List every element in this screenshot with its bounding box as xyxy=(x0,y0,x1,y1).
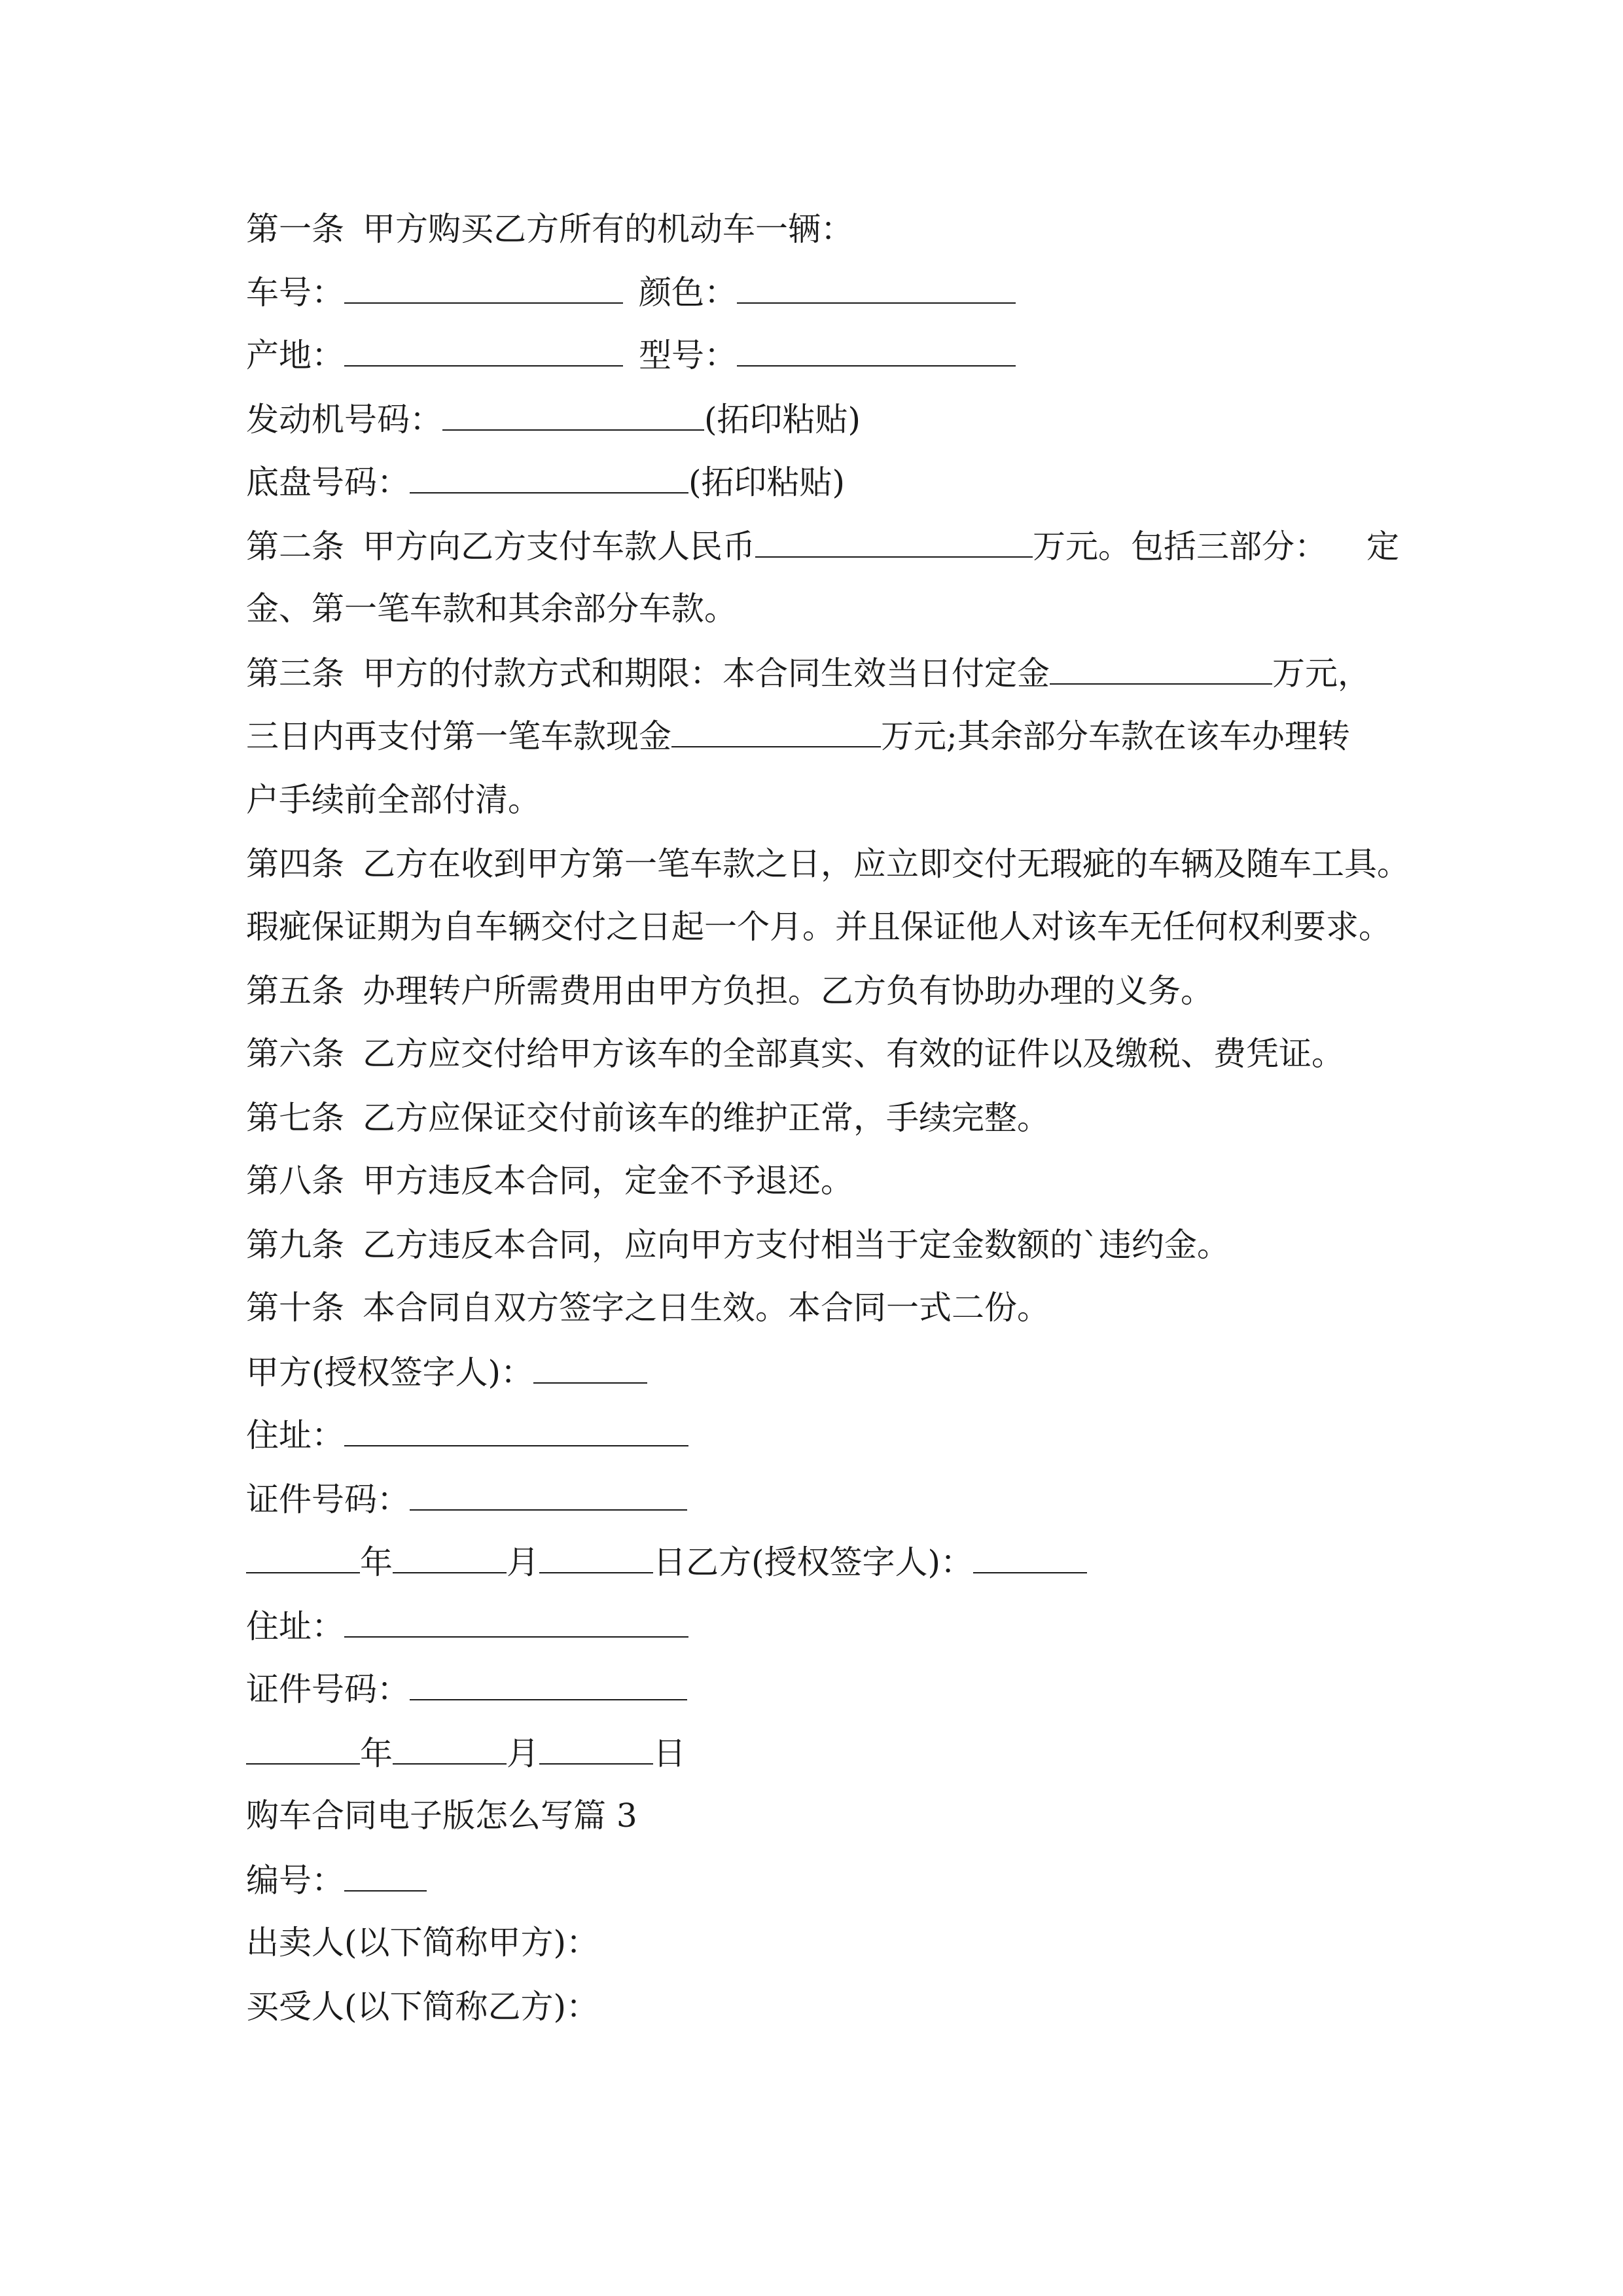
article-10-line xyxy=(246,1288,1050,1327)
section-3-title xyxy=(246,1796,637,1835)
article-3-text-b: 万元， xyxy=(1272,655,1370,692)
plate-color-line xyxy=(246,272,1016,312)
article-7-line xyxy=(246,1098,1050,1138)
article-3-line xyxy=(246,653,1370,692)
first-payment-blank xyxy=(671,716,881,747)
article-3-line-3-text: 户手续前全部付清。 xyxy=(246,781,541,819)
article-5-text: 办理转户所需费用由甲方负担。乙方负有协助办理的义务。 xyxy=(363,972,1213,1010)
party-a-address-blank xyxy=(344,1415,688,1446)
party-a-year-label: 年 xyxy=(360,1543,393,1581)
party-b-id-line xyxy=(246,1669,687,1708)
party-b-date-line xyxy=(246,1733,686,1772)
seller-line xyxy=(246,1923,599,1962)
article-6-line xyxy=(246,1034,1344,1073)
party-a-id-line xyxy=(246,1479,687,1518)
contract-number-label: 编号： xyxy=(246,1861,344,1899)
deposit-blank xyxy=(1050,653,1272,685)
article-9-text: 乙方违反本合同，应向甲方支付相当于定金数额的`违约金。 xyxy=(363,1226,1230,1264)
contract-number-line xyxy=(246,1860,427,1899)
section-3-title-text: 购车合同电子版怎么写篇 3 xyxy=(246,1797,637,1835)
color-label: 颜色： xyxy=(639,274,737,312)
article-2-line-2 xyxy=(246,589,737,628)
article-8-text: 甲方违反本合同，定金不予退还。 xyxy=(363,1162,853,1200)
party-a-id-label: 证件号码： xyxy=(246,1480,410,1518)
engine-line xyxy=(246,399,861,439)
party-b-id-label: 证件号码： xyxy=(246,1670,410,1708)
party-a-sign-line xyxy=(246,1352,647,1391)
article-3-line-2-b: 万元;其余部分车款在该车办理转 xyxy=(881,717,1350,755)
party-a-id-blank xyxy=(410,1479,687,1511)
origin-model-line xyxy=(246,335,1016,374)
article-8-line xyxy=(246,1161,853,1200)
party-a-sign-label: 甲方(授权签字人)： xyxy=(246,1354,534,1391)
party-b-address-label: 住址： xyxy=(246,1607,344,1645)
article-4-continuation: 瑕疵保证期为自车辆交付之日起一个月。并且保证他人对该车无任何权利要求。 xyxy=(246,908,1391,946)
chassis-label: 底盘号码： xyxy=(246,463,410,501)
engine-note: (拓印粘贴) xyxy=(704,401,861,439)
color-blank xyxy=(737,272,1016,304)
article-2-line xyxy=(246,526,1399,565)
article-3-line-2-a: 三日内再支付第一笔车款现金 xyxy=(246,717,671,755)
buyer-line xyxy=(246,1987,599,2026)
article-9-heading: 第九条 xyxy=(246,1226,344,1264)
article-4-heading: 第四条 xyxy=(246,845,344,883)
article-5-line xyxy=(246,971,1213,1011)
article-4-line xyxy=(246,844,1410,884)
article-7-heading: 第七条 xyxy=(246,1099,344,1137)
article-7-text: 乙方应保证交付前该车的维护正常，手续完整。 xyxy=(363,1099,1050,1137)
party-a-address-line xyxy=(246,1415,688,1454)
party-a-day-blank xyxy=(539,1542,653,1573)
article-5-heading: 第五条 xyxy=(246,972,344,1010)
party-b-year-blank xyxy=(246,1733,360,1765)
article-3-heading: 第三条 xyxy=(246,655,344,692)
chassis-line xyxy=(246,462,845,501)
party-b-sign-blank xyxy=(973,1542,1087,1573)
article-1-heading: 第一条 xyxy=(246,210,344,248)
article-2-text-a: 甲方向乙方支付车款人民币 xyxy=(363,528,755,565)
party-b-month-blank xyxy=(393,1733,507,1765)
article-8-heading: 第八条 xyxy=(246,1162,344,1200)
party-a-date-line xyxy=(246,1542,1087,1581)
party-b-month-label: 月 xyxy=(507,1734,539,1772)
plate-label: 车号： xyxy=(246,274,344,312)
seller-label: 出卖人(以下简称甲方)： xyxy=(246,1924,599,1962)
plate-blank xyxy=(344,272,623,304)
party-a-year-blank xyxy=(246,1542,360,1573)
party-a-address-label: 住址： xyxy=(246,1416,344,1454)
article-2-continuation: 金、第一笔车款和其余部分车款。 xyxy=(246,590,737,628)
engine-blank xyxy=(442,399,704,431)
chassis-blank xyxy=(410,462,688,493)
chassis-note: (拓印粘贴) xyxy=(688,463,846,501)
party-a-day-and-b-sign: 日乙方(授权签字人)： xyxy=(653,1543,974,1581)
party-b-id-blank xyxy=(410,1669,687,1700)
origin-label: 产地： xyxy=(246,336,344,374)
article-2-text-c: 定 xyxy=(1366,528,1399,565)
article-3-text-a: 甲方的付款方式和期限：本合同生效当日付定金 xyxy=(363,655,1050,692)
article-6-heading: 第六条 xyxy=(246,1035,344,1073)
article-10-heading: 第十条 xyxy=(246,1289,344,1327)
party-b-address-blank xyxy=(344,1606,688,1638)
article-1-line xyxy=(246,209,853,249)
party-b-day-blank xyxy=(539,1733,653,1765)
party-a-month-label: 月 xyxy=(507,1543,539,1581)
article-4-text: 乙方在收到甲方第一笔车款之日，应立即交付无瑕疵的车辆及随车工具。 xyxy=(363,845,1410,883)
article-6-text: 乙方应交付给甲方该车的全部真实、有效的证件以及缴税、费凭证。 xyxy=(363,1035,1344,1073)
engine-label: 发动机号码： xyxy=(246,401,442,439)
buyer-label: 买受人(以下简称乙方)： xyxy=(246,1988,599,2026)
party-a-sign-blank xyxy=(533,1352,647,1384)
party-b-day-label: 日 xyxy=(653,1734,686,1772)
article-2-heading: 第二条 xyxy=(246,528,344,565)
origin-blank xyxy=(344,335,623,367)
article-2-text-b: 万元。包括三部分： xyxy=(1033,528,1327,565)
contract-number-blank xyxy=(344,1860,427,1892)
party-b-address-line xyxy=(246,1606,688,1645)
model-label: 型号： xyxy=(639,336,737,374)
article-3-line-2 xyxy=(246,716,1350,755)
article-4-line-2 xyxy=(246,907,1391,946)
model-blank xyxy=(737,335,1016,367)
article-9-line xyxy=(246,1225,1230,1265)
article-3-line-3 xyxy=(246,780,541,819)
article-1-text: 甲方购买乙方所有的机动车一辆： xyxy=(363,210,853,248)
article-10-text: 本合同自双方签字之日生效。本合同一式二份。 xyxy=(363,1289,1050,1327)
party-b-year-label: 年 xyxy=(360,1734,393,1772)
price-blank xyxy=(755,526,1033,558)
party-a-month-blank xyxy=(393,1542,507,1573)
